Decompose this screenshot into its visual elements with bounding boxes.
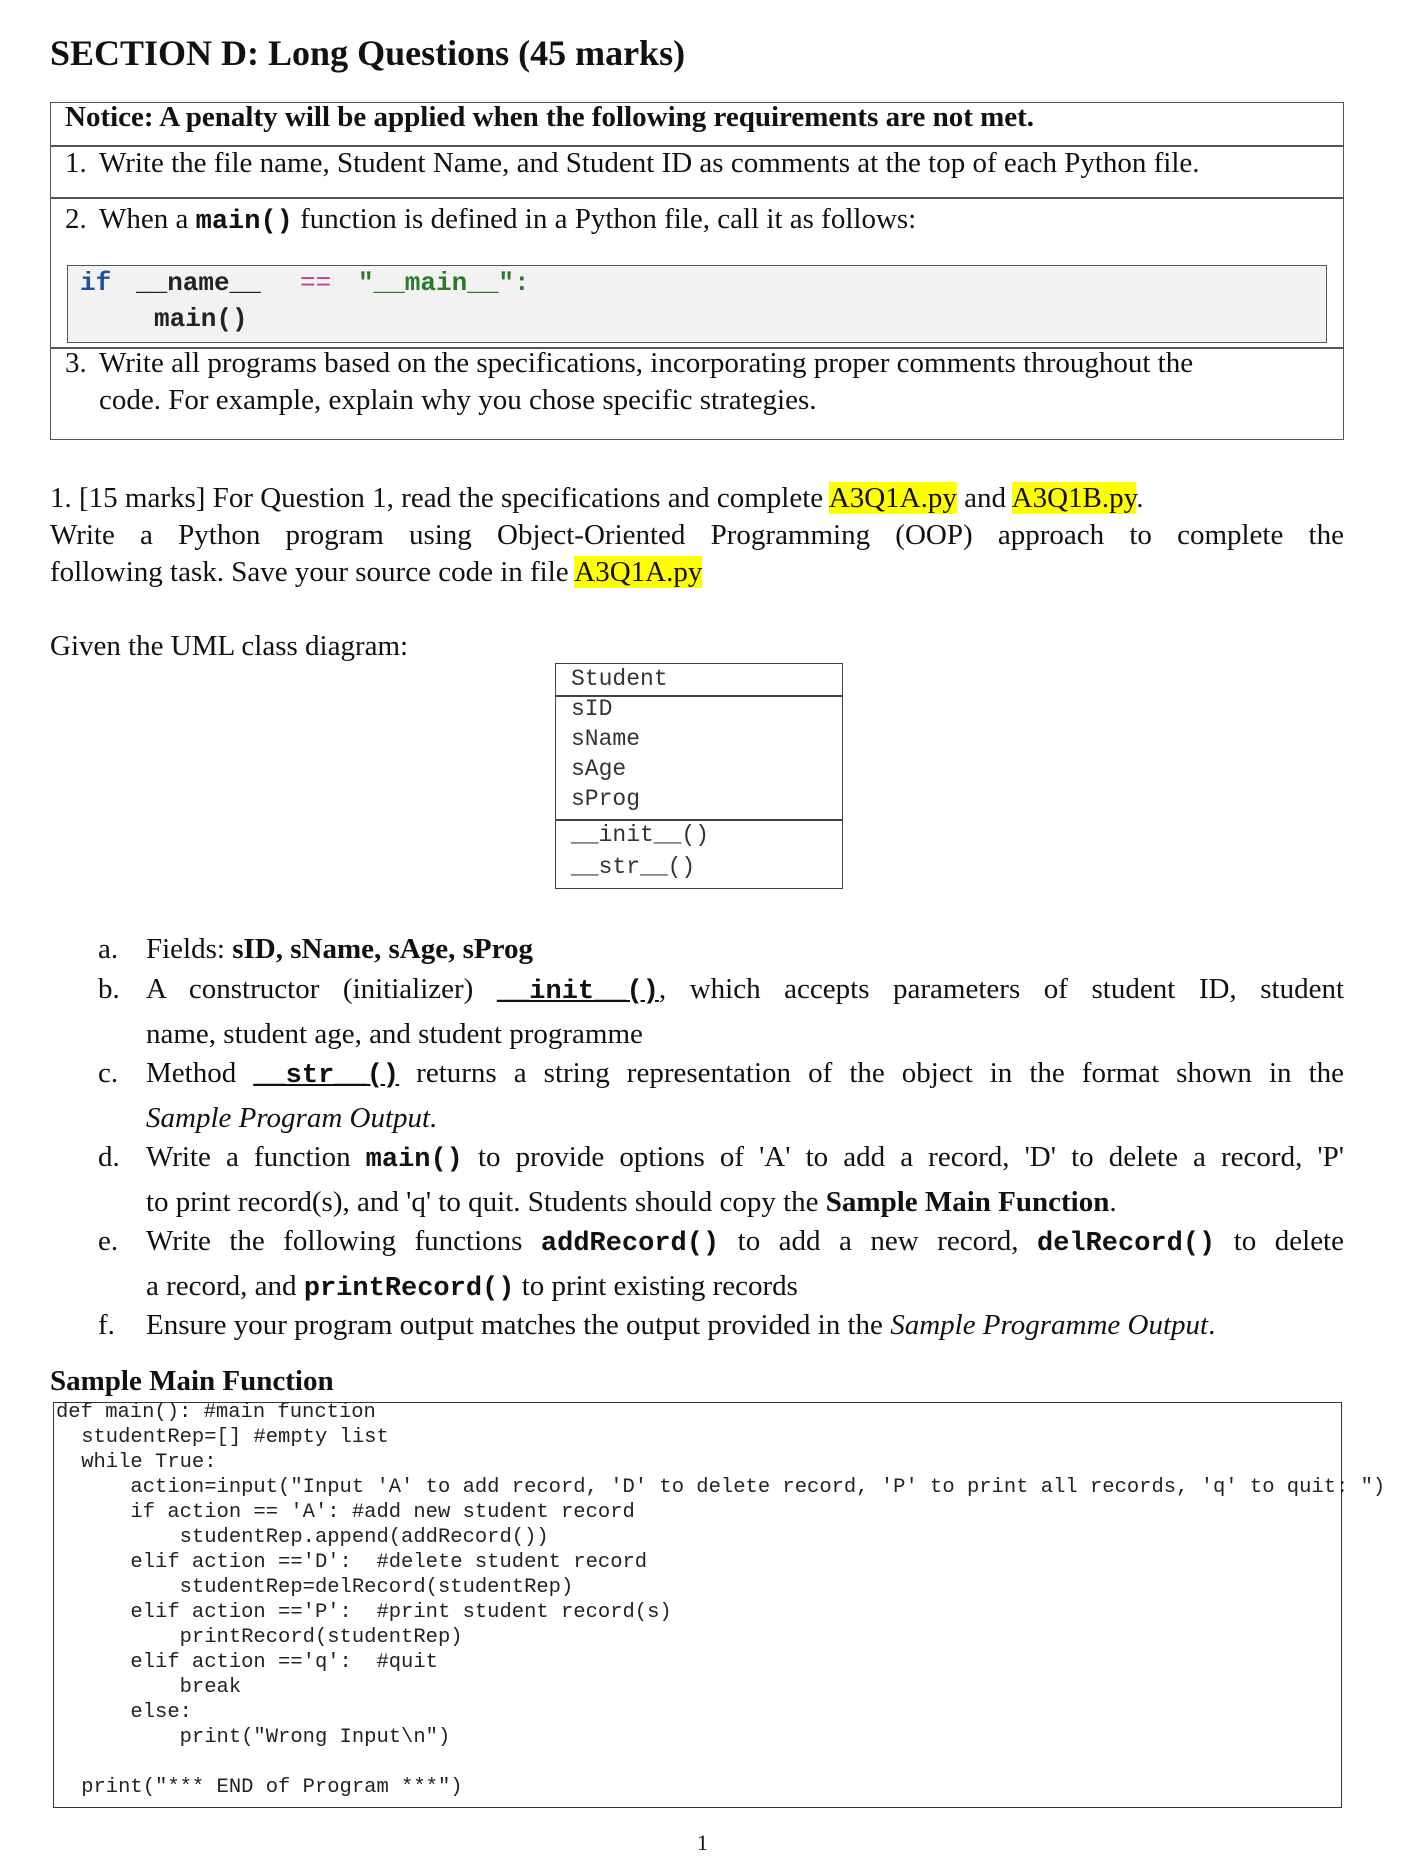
notice-item-1-text: Write the file name, Student Name, and Student ID as comments at the top of each Python file. [99,147,1200,179]
notice-item-3-number: 3. [65,347,87,379]
code-line: elif action =='P': #print student record(s) [32,1601,672,1624]
spec-item-body [146,1304,1344,1346]
code-line: studentRep.append(addRecord()) [32,1526,549,1549]
code-line: printRecord(studentRep) [32,1626,463,1649]
spec-item-body [146,1052,1344,1139]
question-1-intro [50,480,1344,591]
code-main-string: "__main__": [358,268,530,298]
spec-item-code: printRecord() [303,1274,515,1304]
spec-item-text: name, student age, and student programme [146,1018,643,1050]
code-line: studentRep=[] #empty list [32,1426,389,1449]
question-1-line-3-text: following task. Save your source code in file [50,556,575,588]
spec-item-text: to add a new record, [719,1225,1037,1257]
spec-item-label: d. [98,1141,120,1173]
notice-item-2-text-a: When a [99,203,196,235]
uml-intro-text: Given the UML class diagram: [50,630,409,662]
spec-item-label: f. [98,1309,115,1341]
code-line: action=input("Input 'A' to add record, 'D' to delete record, 'P' to print all records, 'q' to quit: ") [32,1476,1386,1499]
spec-item-text: to print existing records [514,1270,798,1302]
sample-main-heading: Sample Main Function [50,1365,334,1397]
question-1-and: and [956,482,1012,514]
code-line: elif action =='q': #quit [32,1651,438,1674]
notice-box [50,102,1344,440]
spec-item-text: . [1109,1186,1117,1218]
uml-divider [556,819,842,821]
code-line: studentRep=delRecord(studentRep) [32,1576,574,1599]
main-guard-code-box [67,265,1327,343]
spec-item-body [146,968,1344,1055]
uml-class-diagram [555,663,843,889]
code-if-keyword: if [80,268,112,298]
code-line: print("*** END of Program ***") [32,1776,463,1799]
question-1-line-2: Write a Python program using Object-Oriented Programming (OOP) approach to complete the [50,519,1344,551]
uml-method: __str__() [571,854,696,880]
file-name-highlight: A3Q1A.py [828,482,957,514]
spec-item-text: Ensure your program output matches the output provided in the [146,1309,891,1341]
code-line: if action == 'A': #add new student record [32,1501,635,1524]
page-number: 1 [697,1830,708,1855]
spec-item-code: delRecord() [1037,1229,1216,1259]
spec-item-bold: Sample Main Function [825,1186,1110,1218]
question-1-line-3 [50,554,1344,591]
spec-item-text: to delete [1215,1225,1344,1257]
code-name-dunder: __name__ [136,268,261,298]
spec-item-text: Sample Program Output. [146,1102,438,1134]
uml-field: sProg [571,786,641,812]
code-line: elif action =='D': #delete student record [32,1551,648,1574]
uml-class-name: Student [571,666,668,692]
spec-item-body [146,1220,1344,1310]
section-title: SECTION D: Long Questions (45 marks) [50,33,686,73]
spec-item-text: Write a function [146,1141,366,1173]
notice-item-3-line-1: Write all programs based on the specifications, incorporating proper comments throughout the [99,347,1194,379]
spec-item-code: main() [365,1145,463,1175]
spec-item-text: A constructor (initializer) [146,973,497,1005]
notice-item-3-line-2: code. For example, explain why you chose specific strategies. [99,384,817,416]
spec-item-text: Method [146,1057,254,1089]
notice-item-1 [51,147,1343,180]
spec-item-label: e. [98,1225,119,1257]
notice-divider [51,197,1343,199]
file-name-highlight: A3Q1A.py [574,556,703,588]
code-line: break [32,1676,242,1699]
spec-item-body [146,928,1344,970]
code-line: def main(): #main function [56,1401,376,1424]
code-main-call: main() [154,304,248,334]
spec-item-text: Write the following functions [146,1225,541,1257]
code-line: print("Wrong Input\n") [32,1726,451,1749]
spec-item-label: a. [98,933,119,965]
code-line: else: [32,1701,192,1724]
code-equals: == [300,268,332,298]
spec-item-bold: sID, sName, sAge, sProg [232,933,533,965]
uml-field: sID [571,696,613,722]
question-1-line-1 [50,480,1344,517]
uml-field: sAge [571,756,627,782]
notice-item-1-number: 1. [65,147,87,179]
uml-field: sName [571,726,641,752]
notice-heading: Notice: A penalty will be applied when the following requirements are not met. [65,101,1035,133]
code-line: while True: [32,1451,217,1474]
spec-item-text: to provide options of 'A' to add a record, 'D' to delete a record, 'P' [462,1141,1345,1173]
spec-item-label: c. [98,1057,119,1089]
spec-item-italic: Sample Programme Output [890,1309,1209,1341]
question-1-lead: 1. [15 marks] For Question 1, read the specifications and complete [50,482,829,514]
spec-item-text: to print record(s), and 'q' to quit. Students should copy the [146,1186,826,1218]
question-1-dot: . [1136,482,1144,514]
spec-item-label: b. [98,973,120,1005]
notice-item-2-code: main() [195,207,293,237]
notice-item-3 [51,345,1343,419]
spec-item-text: returns a string representation of the object in the format shown in the [399,1057,1344,1089]
spec-item-text: Fields: [146,933,233,965]
spec-item-code: __init__() [496,977,659,1007]
sample-main-code-box [32,1401,1386,1808]
spec-item-body [146,1136,1344,1223]
spec-item-text: , which accepts parameters of student ID, student [658,973,1344,1005]
spec-item-code: addRecord() [540,1229,720,1259]
uml-method: __init__() [571,822,710,848]
spec-item-text: . [1208,1309,1216,1341]
notice-item-2 [51,203,1343,237]
notice-item-2-text-b: function is defined in a Python file, call it as follows: [292,203,917,235]
notice-item-2-number: 2. [65,203,87,235]
file-name-highlight: A3Q1B.py [1011,482,1137,514]
spec-item-text: a record, and [146,1270,304,1302]
spec-item-code: __str__() [253,1061,400,1091]
